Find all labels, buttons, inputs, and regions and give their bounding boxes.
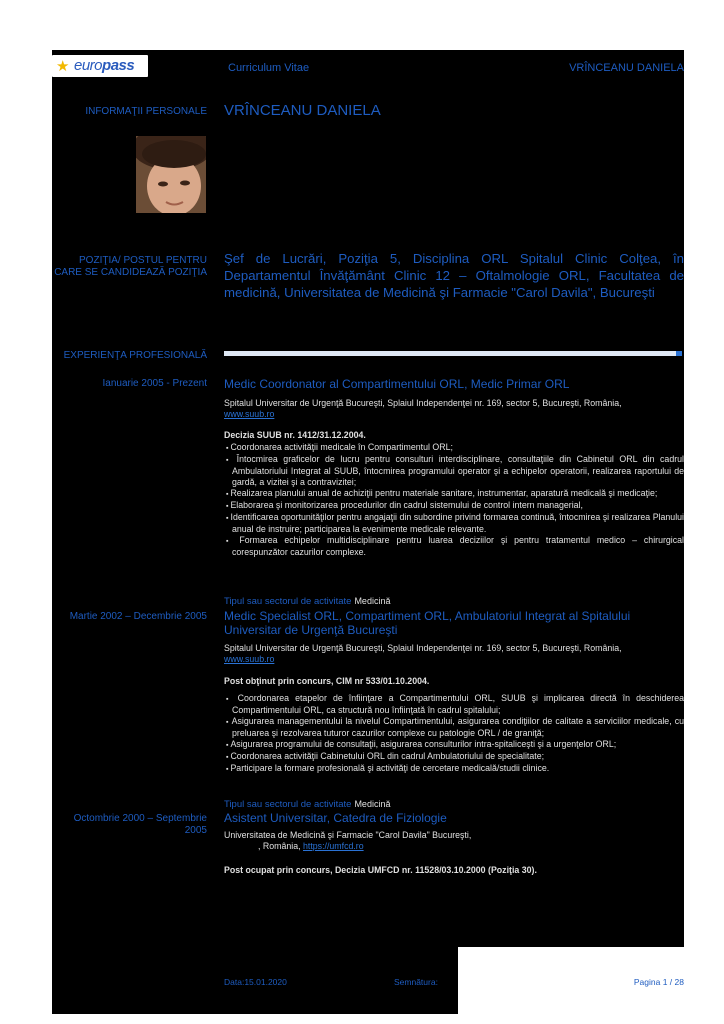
list-item: ▪ Asigurarea managementului la nivelul Compartimentului, asigurarea condiţiilor de calitate a serviciilor medicale, cu preluarea şi rezolvarea tuturor cazurilor complexe cu patologie ORL / de graniţă;: [224, 716, 684, 739]
personal-info-label: INFORMAŢII PERSONALE: [85, 106, 207, 117]
list-item: ▪ Participare la formare profesională şi activităţi de cercetare medicală/studii clinice.: [224, 763, 684, 775]
footer-page-number: Pagina 1 / 28: [633, 977, 684, 987]
profile-photo: [136, 136, 206, 213]
list-item: ▪ Coordonarea activităţii medicale în Compartimentul ORL;: [224, 442, 684, 454]
document-type: Curriculum Vitae: [228, 62, 310, 74]
job-period: Octombrie 2000 – Septembrie 2005: [73, 813, 207, 836]
list-item: ▪ Coordonarea etapelor de înfiinţare a Compartimentului ORL, SUUB şi implicarea directă în deschiderea Compartimentului ORL, ca structură nou înfiinţată în cadrul spitalului;: [224, 693, 684, 716]
job-employer: Universitatea de Medicină şi Farmacie "Carol Davila" Bucureşti, , România, https://umfcd.ro: [224, 830, 472, 851]
list-item: ▪ Elaborarea şi monitorizarea procedurilor din cadrul sistemului de control intern managerial,: [224, 500, 684, 512]
list-item: ▪ Formarea echipelor multidisciplinare pentru luarea deciziilor şi pentru tratamentul medico – chirurgical corespunzător cazurilor complexe.: [224, 535, 684, 558]
list-item: ▪ Coordonarea activităţii Cabinetului ORL din cadrul Ambulatoriului de specialitate;: [224, 751, 684, 763]
footer-date: Data:15.01.2020: [224, 977, 287, 987]
employer-link[interactable]: www.suub.ro: [224, 654, 275, 664]
employer-link[interactable]: www.suub.ro: [224, 409, 275, 419]
job-duties-list: [224, 442, 684, 558]
section-divider-bar: [224, 351, 682, 356]
footer-signature-label: Semnătura:: [394, 977, 438, 987]
europass-logo: [52, 55, 148, 77]
header-name: VRÎNCEANU DANIELA: [569, 62, 684, 74]
position-text: Şef de Lucrări, Poziţia 5, Disciplina ORL Spitalul Clinic Colţea, în Departamentul Învăţământ Clinic 12 – Oftalmologie ORL, Facultatea de medicină, Universitatea de Medicină şi Farmacie "Carol Davila", Bucureşti: [224, 251, 684, 300]
job-period: Martie 2002 – Decembrie 2005: [69, 611, 207, 622]
job-employer: Spitalul Universitar de Urgenţă Bucureşti, Splaiul Independenţei nr. 169, sector 5, Bucureşti, România, www.suub.ro: [224, 398, 622, 419]
candidate-name: VRÎNCEANU DANIELA: [224, 102, 381, 119]
list-item: ▪ Realizarea planului anual de achiziţii pentru materiale sanitare, instrumentar, aparatură medicală şi medicaţie;: [224, 488, 684, 500]
job-title: Medic Coordonator al Compartimentului ORL, Medic Primar ORL: [224, 377, 570, 391]
position-label: POZIŢIA/ POSTUL PENTRU CARE SE CANDIDEAZĂ POZIŢIA: [54, 255, 207, 278]
job-employer: Spitalul Universitar de Urgenţă Bucureşti, Splaiul Independenţei nr. 169, sector 5, Bucureşti, România, www.suub.ro: [224, 643, 622, 664]
activity-sector: Tipul sau sectorul de activitate Medicină: [224, 596, 391, 607]
job-period: Ianuarie 2005 - Prezent: [102, 378, 207, 389]
job-decision: Post obţinut prin concurs, CIM nr 533/01.10.2004.: [224, 676, 430, 686]
job-title: Medic Specialist ORL, Compartiment ORL, Ambulatoriul Integrat al Spitalului Universitar de Urgenţă Bucureşti: [224, 609, 631, 637]
employer-link[interactable]: https://umfcd.ro: [303, 841, 364, 851]
europass-logo-text: europass: [74, 57, 135, 74]
activity-sector: Tipul sau sectorul de activitate Medicină: [224, 799, 391, 810]
job-decision: Decizia SUUB nr. 1412/31.12.2004.: [224, 430, 366, 440]
cv-page: [52, 50, 684, 1014]
job-title: Asistent Universitar, Catedra de Fiziologie: [224, 811, 447, 825]
list-item: ▪ Identificarea oportunităţilor pentru angajaţii din subordine privind formarea continuă, întocmirea şi realizarea Planului anual de instruire; participarea la evenimente medicale relevante.: [224, 512, 684, 535]
experience-label: EXPERIENŢA PROFESIONALĂ: [63, 350, 207, 361]
job-decision: Post ocupat prin concurs, Decizia UMFCD nr. 11528/03.10.2000 (Poziţia 30).: [224, 865, 537, 875]
europass-star-icon: ★: [56, 58, 70, 75]
list-item: ▪ Întocmirea graficelor de lucru pentru consulturi interdisciplinare, consultaţiile din Cabinetul ORL din cadrul Ambulatoriului Integrat al SUUB, întocmirea programului operator şi a echipelor operatorii, realizarea raportului de gardă, a vizitei şi a contravizitei;: [224, 454, 684, 488]
job-duties-list: [224, 693, 684, 775]
list-item: ▪ Asigurarea programului de consultaţii, asigurarea consulturilor intra-spitaliceşti şi a urgenţelor ORL;: [224, 739, 684, 751]
